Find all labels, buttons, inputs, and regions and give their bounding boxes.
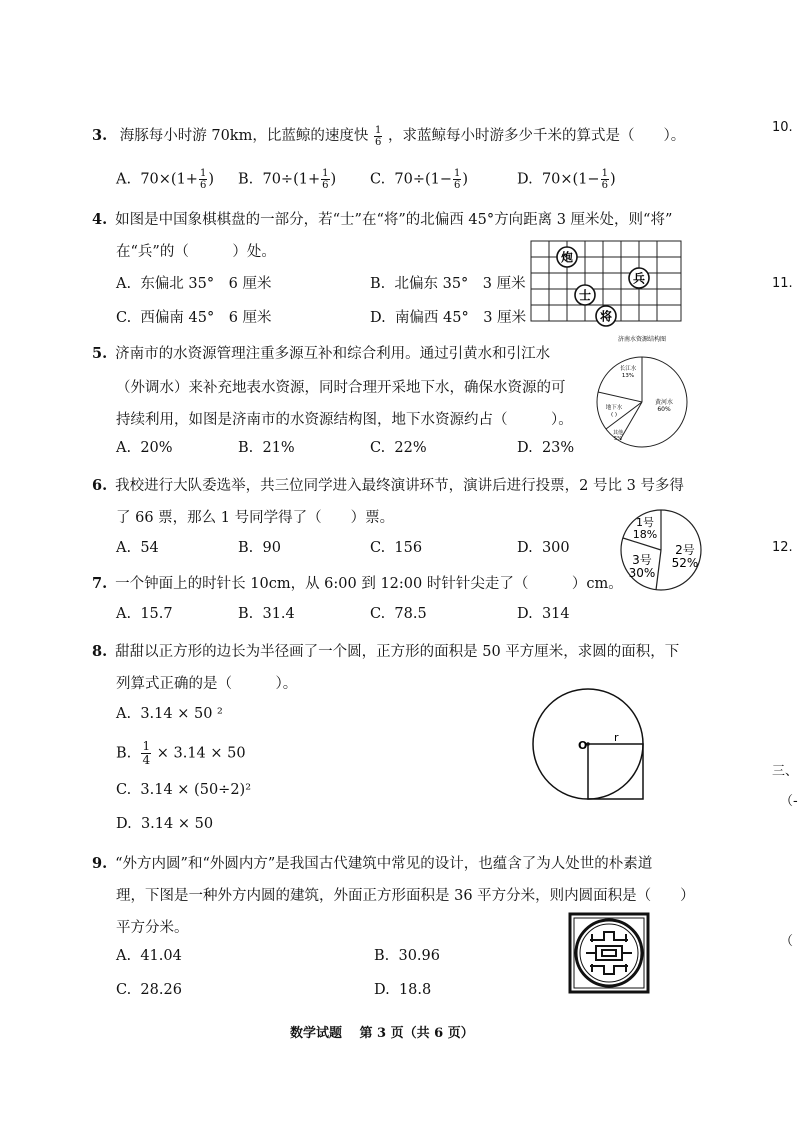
slice-label-yellow-river: 黄河水 [654,399,674,406]
svg-text:士: 士 [578,288,592,303]
q8-option-d[interactable]: D. 3.14 × 50 [116,816,214,832]
svg-text:将: 将 [599,309,613,324]
q7-option-c[interactable]: C. 78.5 [370,606,427,622]
q3-option-b[interactable]: B. 70÷(1+ $\frac{1}{6}$ ) [238,168,337,191]
q9-line2: 理，下图是一种外方内圆的建筑，外面正方形面积是 36 平方分米，则内圆面积是（ ） [116,888,695,904]
q8-option-a[interactable]: A. 3.14 × 50 ² [116,706,223,722]
q6-option-a[interactable]: A. 54 [116,540,159,556]
q6-line2: 了 66 票，那么 1 号同学得了（ ）票。 [116,510,395,526]
q9-option-b[interactable]: B. 30.96 [374,948,440,964]
slice-value-1: 18% [632,528,658,541]
q7-option-b[interactable]: B. 31.4 [238,606,295,622]
q8-line2: 列算式正确的是（ ）。 [116,676,298,692]
svg-text:炮: 炮 [560,250,574,265]
q5-line2: （外调水）来补充地表水资源，同时合理开采地下水，确保水资源的可 [116,380,566,396]
q3-number: 3. [92,127,108,144]
piece-shi [575,285,595,305]
q6-line1: 6. 我校进行大队委选举，共三位同学进入最终演讲环节，演讲后进行投票，2 号比 3 号多得 [92,477,684,494]
q3-stem-b: ，求蓝鲸每小时游多少千米的算式是（ ）。 [387,128,686,144]
q5-option-c[interactable]: C. 22% [370,440,427,456]
q6-option-d[interactable]: D. 300 [517,540,570,556]
q4-line1: 4. 如图是中国象棋棋盘的一部分，若“士”在“将”的北偏西 45°方向距离 3 厘米处，则“将” [92,211,673,228]
water-chart-title: 济南水资源结构图 [617,336,667,343]
piece-jiang [596,306,616,326]
center-label: O [578,739,588,752]
margin-section-three: 三、 [772,764,798,779]
slice-value-yangtze: 13% [621,373,635,379]
radius-label: r [614,731,619,744]
slice-label-1: 1号 [636,516,654,529]
slice-value-3: 30% [628,566,656,580]
q3-fraction: $\frac{1}{6}$ [374,124,382,148]
q4-line2: 在“兵”的（ ）处。 [116,244,276,260]
q3-option-d[interactable]: D. 70×(1− $\frac{1}{6}$ ) [517,168,616,191]
slice-label-groundwater: 地下水 [605,405,623,411]
slice-label-yangtze: 长江水 [619,366,637,372]
piece-bing [629,268,649,288]
q5-line1: 5. 济南市的水资源管理注重多源互补和综合利用。通过引黄水和引江水 [92,345,551,362]
margin-number-11: 11. [772,276,793,291]
circle-square-figure [528,686,678,812]
q9-line1: 9. “外方内圆”和“外圆内方”是我国古代建筑中常见的设计，也蕴含了为人处世的朴素道 [92,855,653,872]
slice-value-yellow-river: 60% [657,406,671,413]
q3-option-c[interactable]: C. 70÷(1− $\frac{1}{6}$ ) [370,168,469,191]
q5-option-d[interactable]: D. 23% [517,440,575,456]
q5-option-a[interactable]: A. 20% [116,440,173,456]
q4-option-d[interactable]: D. 南偏西 45° 3 厘米 [370,310,527,326]
q6-option-c[interactable]: C. 156 [370,540,423,556]
q9-line3: 平方分米。 [116,920,189,936]
margin-number-10: 10. [772,120,793,135]
q5-line3: 持续利用，如图是济南市的水资源结构图，地下水资源约占（ ）。 [116,412,573,428]
q3-stem [92,124,685,148]
q4-option-b[interactable]: B. 北偏东 35° 3 厘米 [370,276,526,292]
q3-stem-a: 海豚每小时游 70km，比蓝鲸的速度快 [119,128,369,144]
q8-option-c[interactable]: C. 3.14 × (50÷2)² [116,782,252,798]
slice-value-groundwater: ( ) [610,412,618,418]
q7-option-a[interactable]: A. 15.7 [116,606,173,622]
q8-line1: 8. 甜甜以正方形的边长为半径画了一个圆，正方形的面积是 50 平方厘米，求圆的面积，下 [92,643,680,660]
slice-label-3: 3号 [632,553,652,567]
slice-value-other: 5% [614,436,622,442]
page-footer: 数学试题 第 3 页（共 6 页） [290,1026,474,1041]
q9-option-d[interactable]: D. 18.8 [374,982,432,998]
margin-paren-2: （ [780,934,794,949]
water-pie-chart [592,330,692,458]
margin-number-12: 12. [772,540,793,555]
q4-option-a[interactable]: A. 东偏北 35° 6 厘米 [116,276,272,292]
q7-option-d[interactable]: D. 314 [517,606,570,622]
vote-pie-chart [620,504,702,596]
chess-board-figure [528,236,686,330]
q6-option-b[interactable]: B. 90 [238,540,281,556]
q9-option-a[interactable]: A. 41.04 [116,948,182,964]
piece-pao [557,247,577,267]
square-circle-building-figure [568,912,650,994]
q8-option-b[interactable]: B. $\frac{1}{4}$ × 3.14 × 50 [116,739,246,767]
q4-option-c[interactable]: C. 西偏南 45° 6 厘米 [116,310,272,326]
q5-option-b[interactable]: B. 21% [238,440,295,456]
margin-paren-1: （- [780,794,798,809]
q9-option-c[interactable]: C. 28.26 [116,982,182,998]
slice-label-other: 其他 [612,430,624,436]
slice-label-2: 2号 [675,543,695,557]
q3-option-a[interactable]: A. 70×(1+ $\frac{1}{6}$ ) [116,168,214,191]
q7-line1: 7. 一个钟面上的时针长 10cm，从 6:00 到 12:00 时针针尖走了（ ）cm。 [92,575,623,592]
slice-value-2: 52% [671,556,699,570]
svg-text:兵: 兵 [632,271,646,286]
